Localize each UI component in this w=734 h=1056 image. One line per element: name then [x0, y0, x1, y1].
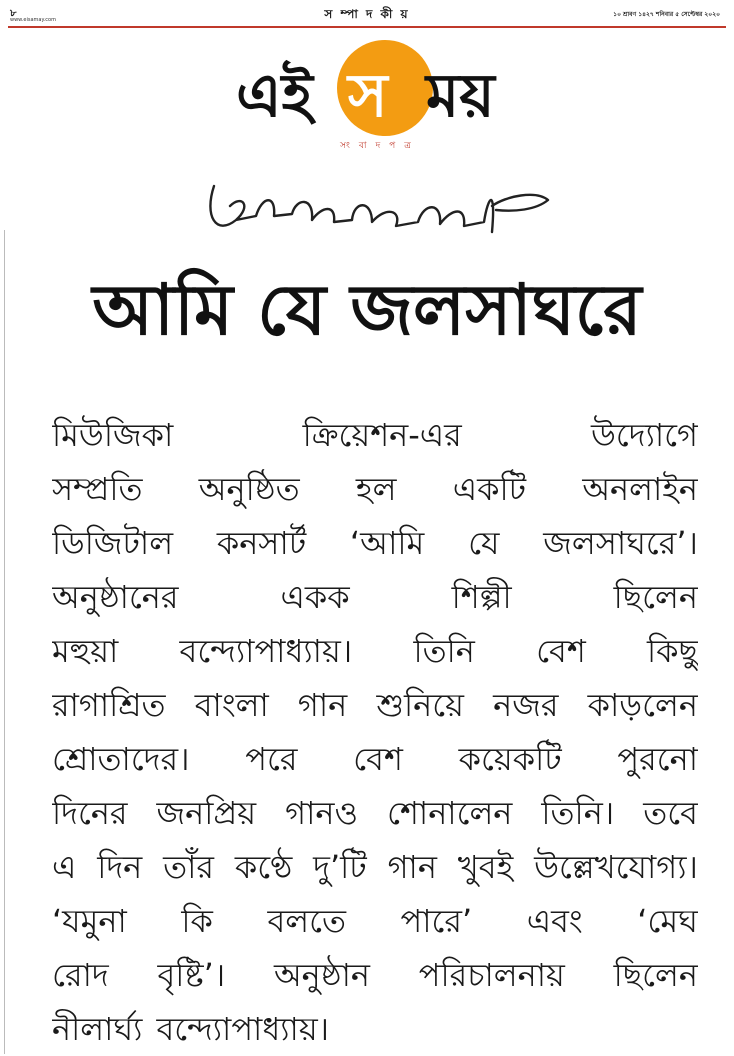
- article-word: জনপ্রিয়: [156, 794, 257, 832]
- site-url: www.eisamay.com: [10, 17, 56, 23]
- article-word: এ: [52, 848, 77, 886]
- article-word: শোনালেন: [387, 794, 513, 832]
- article-word: ‘যমুনা: [52, 902, 127, 940]
- article-word: অনলাইন: [582, 470, 698, 508]
- article-word: পারে’: [400, 902, 473, 940]
- article-word: শিল্পী: [451, 578, 512, 616]
- article-word: খুবই: [457, 848, 514, 886]
- article-line: [52, 624, 698, 678]
- article-line: [52, 948, 698, 1002]
- article-word: তবে: [643, 794, 698, 832]
- article-word: যে: [468, 524, 500, 562]
- article-line: [52, 894, 698, 948]
- article-word: ছিলেন: [613, 956, 698, 994]
- article-line: [52, 570, 698, 624]
- article-word: রোদ: [52, 956, 109, 994]
- article-word: গান: [387, 848, 437, 886]
- article-word: বলতে: [267, 902, 346, 940]
- article-word: কণ্ঠে: [234, 848, 293, 886]
- article-word: মহুয়া: [52, 632, 119, 670]
- article-word: কয়েকটি: [458, 740, 562, 778]
- logo-word-ei: এই: [236, 61, 313, 131]
- article-word: দিনের: [52, 794, 128, 832]
- article-line: [52, 732, 698, 786]
- newspaper-logo: [236, 36, 516, 166]
- article-line: [52, 678, 698, 732]
- column-signature: [196, 176, 556, 246]
- logo-word-moy: ময়: [426, 61, 495, 131]
- article-word: ডিজিটাল: [52, 524, 174, 562]
- article-line: [52, 840, 698, 894]
- article-word: ‘আমি: [349, 524, 425, 562]
- article-word: তিনি।: [541, 794, 615, 832]
- article-word: বেশ: [353, 740, 403, 778]
- article-word: বন্দ্যোপাধ্যায়।: [179, 632, 353, 670]
- article-word: একটি: [452, 470, 527, 508]
- article-word: রাগাশ্রিত: [52, 686, 166, 724]
- page-number: ৮: [10, 8, 17, 19]
- logo-tagline: সংবাদপত্র: [340, 141, 420, 151]
- article-word: তিনি: [413, 632, 475, 670]
- headline: আমি যে জলসাঘরে: [92, 269, 642, 351]
- article-word: গান: [297, 686, 348, 724]
- article-word: উদ্যোগে: [591, 416, 698, 454]
- article-word: পরিচালনায়: [418, 956, 565, 994]
- article-word: কনসার্ট: [216, 524, 307, 562]
- article-body: [52, 408, 698, 1056]
- article-line: [52, 462, 698, 516]
- article-word: বন্দ্যোপাধ্যায়।: [156, 1010, 330, 1048]
- article-word: দু’টি: [313, 848, 367, 886]
- article-word: কি: [181, 902, 213, 940]
- article-word: ছিলেন: [613, 578, 698, 616]
- article-word: ক্রিয়েশন-এর: [302, 416, 462, 454]
- article-word: এবং: [526, 902, 583, 940]
- article-word: বেশ: [536, 632, 586, 670]
- article-word: অনুষ্ঠানের: [52, 578, 179, 616]
- article-line: [52, 408, 698, 462]
- article-word: বাংলা: [194, 686, 269, 724]
- column-rule: [4, 230, 5, 1054]
- article-word: বৃষ্টি’।: [157, 956, 226, 994]
- issue-date: ১০ শ্রাবণ ১৪২৭ শনিবার ৫ সেপ্টেম্বর ২০২০: [613, 11, 720, 18]
- section-title: স ম্পা দ কী য়: [324, 7, 410, 21]
- article-word: শ্রোতাদের।: [52, 740, 190, 778]
- article-word: শুনিয়ে: [376, 686, 464, 724]
- article-word: মিউজিকা: [52, 416, 174, 454]
- article-line: [52, 516, 698, 570]
- logo-word-sa: স: [348, 61, 388, 131]
- article-word: নজর: [493, 686, 559, 724]
- article-word: তাঁর: [163, 848, 215, 886]
- article-word: দিন: [97, 848, 143, 886]
- article-word: কাড়লেন: [587, 686, 698, 724]
- article-word: গানও: [285, 794, 359, 832]
- article-word: একক: [280, 578, 350, 616]
- article-word: পুরনো: [617, 740, 698, 778]
- article-line: [52, 1002, 698, 1056]
- article-word: হল: [355, 470, 397, 508]
- article-word: সম্প্রতি: [52, 470, 143, 508]
- header-rule: [8, 26, 726, 28]
- article-word: ‘মেঘ: [637, 902, 698, 940]
- article-word: জলসাঘরে’।: [543, 524, 698, 562]
- article-line: [52, 786, 698, 840]
- article-word: কিছু: [647, 632, 698, 670]
- article-word: অনুষ্ঠিত: [198, 470, 300, 508]
- article-word: উল্লেখযোগ্য।: [534, 848, 698, 886]
- article-word: পরে: [245, 740, 298, 778]
- article-word: অনুষ্ঠান: [273, 956, 370, 994]
- article-word: নীলার্ঘ্য: [52, 1010, 143, 1048]
